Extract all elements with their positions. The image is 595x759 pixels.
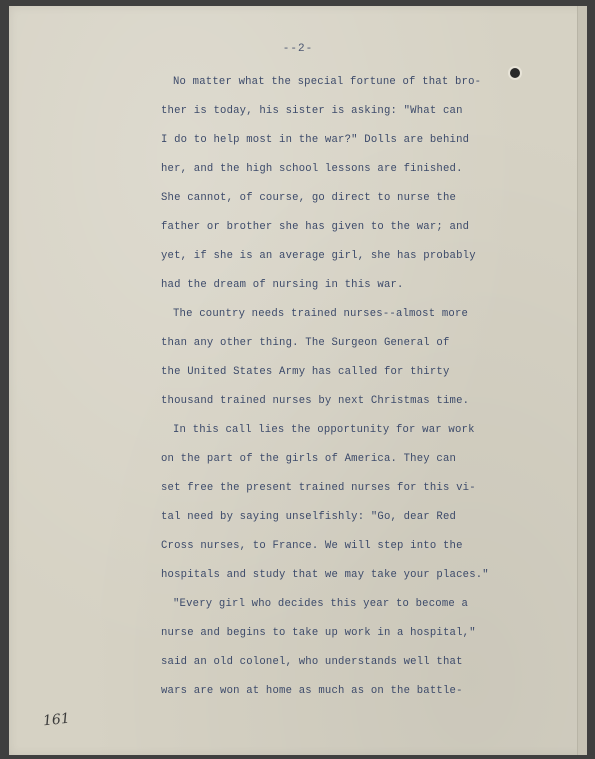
typed-page — [9, 6, 587, 755]
page-number: --2- — [282, 43, 314, 55]
text-line: No matter what the special fortune of that bro- — [173, 76, 482, 88]
text-line: nurse and begins to take up work in a hospital," — [161, 627, 476, 639]
text-line: thousand trained nurses by next Christmas time. — [161, 395, 470, 407]
text-line: tal need by saying unselfishly: "Go, dear Red — [161, 511, 457, 523]
text-line: the United States Army has called for thirty — [161, 366, 450, 378]
text-line: ther is today, his sister is asking: "What can — [161, 105, 463, 117]
text-line: than any other thing. The Surgeon General of — [161, 337, 450, 349]
handwritten-page-note: 161 — [42, 710, 71, 730]
text-line: father or brother she has given to the war; and — [161, 221, 470, 233]
text-line: She cannot, of course, go direct to nurse the — [161, 192, 457, 204]
text-line: I do to help most in the war?" Dolls are behind — [161, 134, 470, 146]
text-line: yet, if she is an average girl, she has probably — [161, 250, 476, 262]
text-line: on the part of the girls of America. They can — [161, 453, 457, 465]
text-line: had the dream of nursing in this war. — [161, 279, 404, 291]
text-line: "Every girl who decides this year to become a — [173, 598, 469, 610]
typed-text-block — [161, 74, 581, 712]
text-line: Cross nurses, to France. We will step into the — [161, 540, 463, 552]
text-line: her, and the high school lessons are finished. — [161, 163, 463, 175]
text-line: In this call lies the opportunity for war work — [173, 424, 475, 436]
text-line: wars are won at home as much as on the battle- — [161, 685, 463, 697]
text-line: said an old colonel, who understands well that — [161, 656, 463, 668]
text-line: The country needs trained nurses--almost more — [173, 308, 469, 320]
text-line: hospitals and study that we may take your places." — [161, 569, 489, 581]
text-line: set free the present trained nurses for this vi- — [161, 482, 476, 494]
